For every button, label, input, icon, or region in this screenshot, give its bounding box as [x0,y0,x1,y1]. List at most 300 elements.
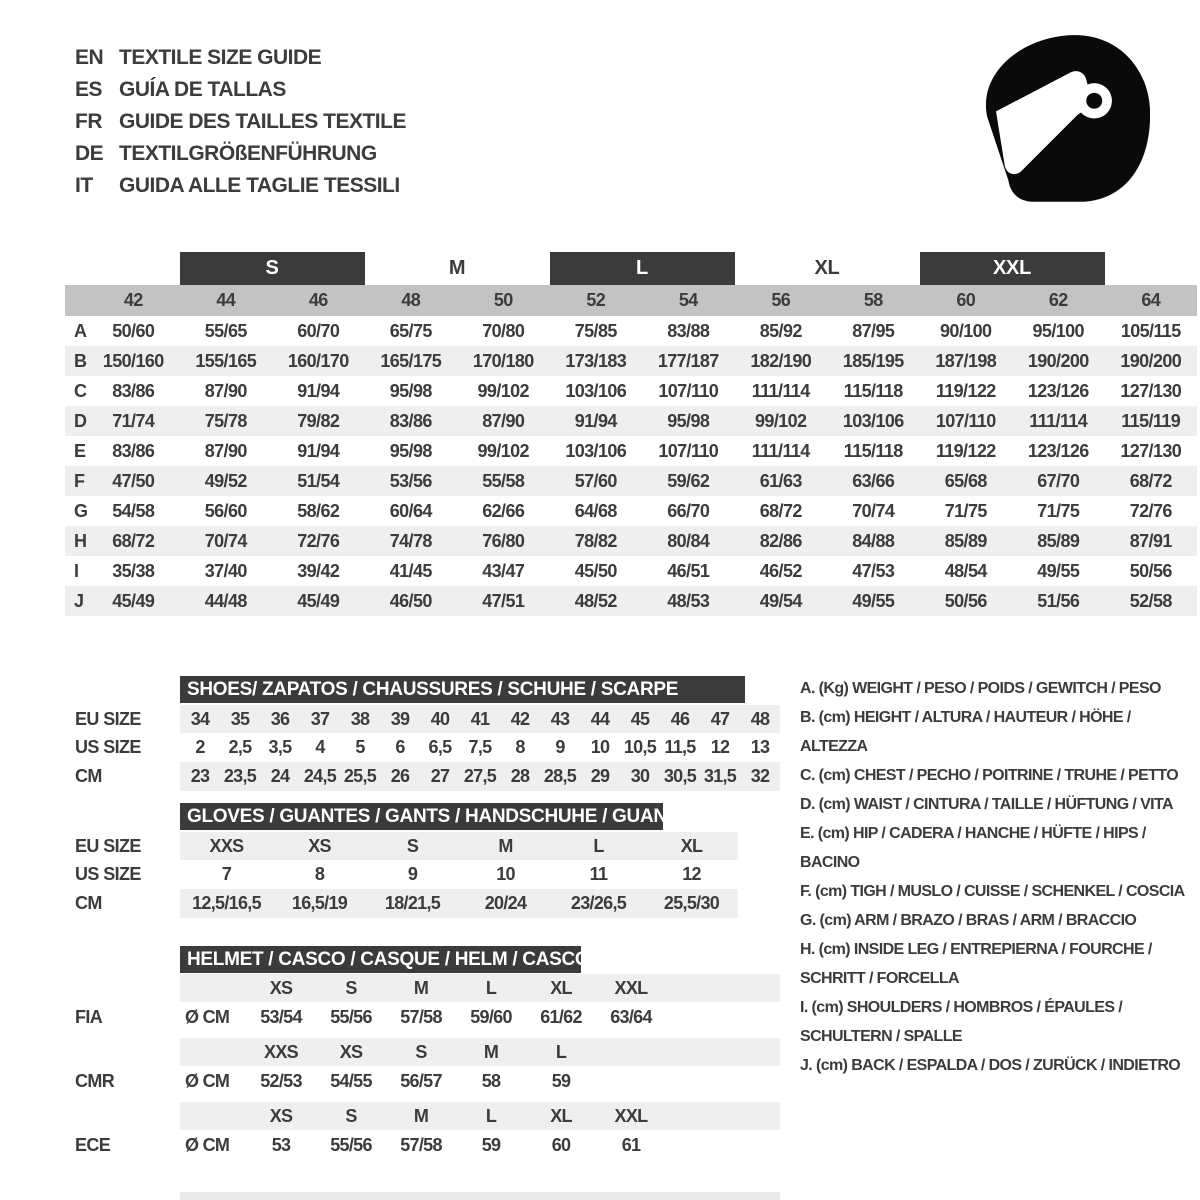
size-value-cell: 71/74 [112,410,155,431]
measurement-row [65,586,1197,616]
size-value-cell: 70/74 [204,530,247,551]
size-cell: 9 [407,864,418,884]
row-label: EU SIZE [75,835,141,856]
size-cell: 2 [195,737,205,757]
size-value-cell: 111/114 [751,380,810,401]
size-cell: 59/60 [470,1006,512,1027]
size-value-cell: 48/53 [667,590,710,611]
size-value-cell: 67/70 [1037,470,1080,491]
size-value-cell: 119/122 [935,440,996,461]
size-value-cell: 95/100 [1032,320,1084,341]
spacer-cell [180,974,246,1002]
size-value-cell: 83/86 [112,380,155,401]
spacer-cell [65,285,87,316]
spacer-cell [65,252,87,285]
size-band [180,1038,780,1066]
size-cell: 55/56 [330,1134,372,1155]
size-cell: S [415,1041,427,1062]
racing-helmet-icon [973,30,1150,207]
helmet-title-row [75,946,780,973]
size-value-cell: 83/86 [389,410,432,431]
size-cell: 6 [395,737,405,757]
size-value-cell: 103/106 [565,440,627,461]
size-value-cell: 72/76 [297,530,340,551]
size-cell: 48 [750,708,770,729]
size-value-cell: 177/187 [657,350,719,371]
spacer-cell [87,252,180,285]
language-code: ES [75,78,103,101]
size-cell: XXL [614,1105,648,1126]
group-size-label: S [180,252,365,285]
size-cell: 58 [481,1070,501,1091]
size-value-cell: 103/106 [565,380,627,401]
size-cell: 53/54 [260,1006,302,1027]
size-cell: 47 [710,708,730,729]
legend-item: B. (cm) HEIGHT / ALTURA / HAUTEUR / HÖHE / ALTEZZA [800,709,1131,755]
language-title: GUIDA ALLE TAGLIE TESSILI [119,174,400,197]
size-value-cell: 182/190 [750,350,812,371]
row-letter: D [74,410,87,431]
gloves-table [75,803,738,918]
size-cell: 23 [190,766,210,786]
language-row [75,106,406,138]
size-value-cell: 190/200 [1120,350,1182,371]
size-cell: XS [269,1105,293,1126]
size-value-cell: 50/56 [1129,560,1172,581]
helmet-sections [75,974,780,1160]
shoes-title: SHOES/ ZAPATOS / CHAUSSURES / SCHUHE / SCARPE [180,676,745,703]
size-cell: 28,5 [543,766,577,786]
size-cell: 45 [630,708,650,729]
size-value-cell: 150/160 [102,350,164,371]
size-value-cell: 55/58 [482,470,525,491]
size-value-cell: 105/115 [1120,320,1181,341]
size-band [180,1002,780,1032]
size-cell: 7 [221,864,232,884]
spacer [75,676,180,704]
size-cell: 24,5 [303,766,337,786]
size-cell: 60 [551,1134,571,1155]
size-value-cell: 43/47 [482,560,525,581]
group-size-label: XXL [920,252,1105,285]
size-value-cell: 60/64 [389,500,432,521]
diameter-unit: Ø CM [185,1134,230,1155]
spacer [75,1038,180,1066]
size-value-cell: 61/63 [759,470,802,491]
legend-item: A. (Kg) WEIGHT / PESO / POIDS / GEWITCH / PESO [800,680,1161,697]
size-cell: 6,5 [428,737,452,757]
size-cell: M [498,835,513,856]
spacer [75,974,180,1002]
textile-rows [65,316,1197,616]
spacer-cell [180,1102,246,1130]
size-cell: 28 [510,766,530,786]
size-band [180,1130,780,1160]
helmet-section [75,1038,780,1096]
size-cell: 39 [390,708,410,729]
size-cell: 10 [590,737,610,757]
size-value-cell: 47/50 [112,470,155,491]
size-cell: 27,5 [463,766,497,786]
size-cell: 43 [550,708,570,729]
gloves-title-row [75,803,738,831]
size-cell: 12 [710,737,730,757]
legend-item: C. (cm) CHEST / PECHO / POITRINE / TRUHE / PETTO [800,767,1179,784]
size-cell: 12,5/16,5 [192,893,261,913]
textile-size-table [65,252,1197,616]
legend-item: D. (cm) WAIST / CINTURA / TAILLE / HÜFTUNG / VITA [800,796,1173,813]
size-value-cell: 45/49 [112,590,155,611]
helmet-size-row [75,1038,780,1066]
size-value-cell: 41/45 [389,560,432,581]
size-value-cell: 70/74 [852,500,895,521]
size-value-cell: 115/118 [843,440,903,461]
group-size-cell [550,252,735,285]
size-value-cell: 49/52 [204,470,247,491]
size-cell: 55/56 [330,1006,372,1027]
size-band [180,762,780,791]
language-list [75,42,406,202]
size-cell: 61/62 [540,1006,582,1027]
size-cell: L [485,1105,497,1126]
size-value-cell: 170/180 [472,350,534,371]
row-letter: I [74,560,80,581]
size-value-cell: 99/102 [477,440,529,461]
row-letter: B [74,350,87,371]
gloves-rows [75,832,738,918]
size-cell: 52/53 [260,1070,302,1091]
size-cell: 8 [314,864,325,884]
spacer [75,803,180,831]
legend-item: E. (cm) HIP / CADERA / HANCHE / HÜFTE / HIPS / BACINO [800,825,1146,871]
size-row-group [75,762,780,791]
size-value-cell: 45/49 [297,590,340,611]
size-number-row [65,285,1197,316]
size-value-cell: 58/62 [297,500,340,521]
size-value-cell: 57/60 [574,470,617,491]
size-number-cell: 56 [771,290,791,310]
size-cell: 25,5 [343,766,377,786]
size-value-cell: 46/50 [389,590,432,611]
row-letter: E [74,440,87,461]
size-value-cell: 119/122 [935,380,996,401]
row-letter: G [74,500,89,521]
size-value-cell: 107/110 [658,380,719,401]
measurement-row [65,526,1197,556]
size-band [180,705,780,733]
size-value-cell: 48/54 [944,560,987,581]
size-band [180,889,738,918]
size-cell: 5 [355,737,365,757]
size-value-cell: 49/55 [852,590,895,611]
size-value-cell: 68/72 [759,500,802,521]
size-value-cell: 91/94 [574,410,617,431]
size-value-cell: 70/80 [482,320,525,341]
row-label: CM [75,766,102,786]
size-cell: 40 [430,708,450,729]
size-value-cell: 51/56 [1037,590,1080,611]
size-cell: 41 [470,708,490,729]
row-letter: J [74,590,85,611]
spacer [75,1102,180,1130]
spacer-cell [1105,252,1198,285]
size-cell: 36 [270,708,290,729]
size-value-cell: 52/58 [1129,590,1172,611]
size-value-cell: 65/75 [389,320,432,341]
size-cell: XL [680,835,703,856]
size-value-cell: 64/68 [574,500,617,521]
size-value-cell: 47/53 [852,560,895,581]
size-value-cell: 79/82 [297,410,340,431]
size-value-cell: 160/170 [287,350,349,371]
size-value-cell: 107/110 [658,440,719,461]
size-cell: M [413,1105,429,1126]
size-cell: 32 [750,766,770,786]
size-cell: XL [550,977,572,998]
helmet-title: HELMET / CASCO / CASQUE / HELM / CASCO [180,946,581,973]
size-cell: 23,5 [223,766,257,786]
size-value-cell: 87/90 [482,410,525,431]
size-value-cell: 46/52 [759,560,802,581]
row-label: US SIZE [75,737,141,757]
size-cell: 18/21,5 [384,893,441,913]
row-letter: C [74,380,87,401]
size-value-cell: 62/66 [482,500,525,521]
size-value-cell: 68/72 [1129,470,1172,491]
size-value-cell: 95/98 [389,380,432,401]
language-title: TEXTILGRÖßENFÜHRUNG [119,142,377,165]
legend-item: G. (cm) ARM / BRAZO / BRAS / ARM / BRACCIO [800,912,1137,929]
size-value-cell: 44/48 [204,590,247,611]
size-cell: 10 [496,864,515,884]
size-cell: M [483,1041,499,1062]
measurement-row [65,346,1197,376]
size-value-cell: 45/50 [574,560,617,581]
size-value-cell: 55/65 [204,320,247,341]
size-cell: 13 [750,737,770,757]
size-band [180,860,738,889]
language-title: TEXTILE SIZE GUIDE [119,46,322,69]
size-value-cell: 75/78 [204,410,247,431]
measurement-row [65,316,1197,346]
size-cell: 26 [390,766,410,786]
size-cell: 37 [310,708,330,729]
size-number-cell: 48 [401,290,421,310]
language-title: GUÍA DE TALLAS [119,78,286,101]
size-cell: XS [308,835,331,856]
size-value-cell: 111/114 [1029,410,1088,431]
group-size-label: M [448,257,466,279]
size-cell: 12 [682,864,701,884]
size-band [180,974,780,1002]
size-value-cell: 71/75 [944,500,987,521]
group-size-cell [920,252,1105,285]
size-value-cell: 190/200 [1027,350,1089,371]
size-value-cell: 91/94 [297,380,340,401]
language-row [75,42,406,74]
size-value-cell: 85/89 [944,530,987,551]
size-cell: 3,5 [268,737,292,757]
size-band [180,1066,780,1096]
size-cell: 31,5 [703,766,737,786]
size-cell: 30 [630,766,650,786]
size-cell: L [485,977,497,998]
language-code: EN [75,46,104,69]
size-value-cell: 127/130 [1120,380,1182,401]
size-number-cell: 44 [216,290,236,310]
size-cell: XXS [209,835,244,856]
size-value-cell: 123/126 [1027,440,1089,461]
size-cell: 27 [430,766,450,786]
measurement-row [65,466,1197,496]
helmet-table [75,946,780,1166]
helmet-value-row [75,1066,780,1096]
size-cell: L [593,835,604,856]
size-cell: 11,5 [664,737,696,757]
group-size-cell [735,252,920,285]
size-row-group [75,889,738,918]
size-value-cell: 85/92 [759,320,802,341]
size-value-cell: 51/54 [297,470,340,491]
standard-label: ECE [75,1134,111,1155]
size-value-cell: 74/78 [389,530,432,551]
size-number-cell: 42 [123,290,143,310]
size-value-cell: 123/126 [1027,380,1089,401]
size-value-cell: 75/85 [574,320,617,341]
group-size-row [65,252,1197,285]
size-cell: 56/57 [400,1070,442,1091]
measurement-row [65,376,1197,406]
helmet-value-row [75,1130,780,1160]
size-cell: 59 [481,1134,501,1155]
size-value-cell: 63/66 [852,470,895,491]
size-cell: 4 [315,737,325,757]
size-value-cell: 59/62 [667,470,710,491]
size-value-cell: 87/90 [204,440,247,461]
group-size-label: XL [814,257,840,279]
size-value-cell: 80/84 [667,530,710,551]
size-cell: 61 [621,1134,641,1155]
size-value-cell: 49/55 [1037,560,1080,581]
size-row-group [75,860,738,889]
size-value-cell: 90/100 [940,320,992,341]
size-number-cell: 64 [1141,290,1161,310]
size-value-cell: 78/82 [574,530,617,551]
size-value-cell: 50/56 [944,590,987,611]
size-number-cell: 50 [493,290,513,310]
group-size-cell [365,252,550,285]
size-number-cell: 58 [863,290,883,310]
measurement-row [65,406,1197,436]
size-value-cell: 71/75 [1037,500,1080,521]
measurement-row [65,496,1197,526]
helmet-section [75,1102,780,1160]
size-value-cell: 56/60 [204,500,247,521]
language-row [75,170,406,202]
size-value-cell: 87/95 [852,320,895,341]
size-value-cell: 115/118 [843,380,903,401]
size-cell: XXS [264,1041,298,1062]
size-cell: 59 [551,1070,571,1091]
size-cell: 29 [590,766,610,786]
spacer [75,946,180,973]
size-cell: 42 [510,708,530,729]
row-letter: A [74,320,87,341]
size-value-cell: 91/94 [297,440,340,461]
size-value-cell: 65/68 [944,470,987,491]
size-value-cell: 115/119 [1121,410,1181,431]
size-value-cell: 87/90 [204,380,247,401]
size-value-cell: 53/56 [389,470,432,491]
measurement-row [65,436,1197,466]
size-cell: 34 [190,708,210,729]
row-label: EU SIZE [75,708,141,729]
size-value-cell: 155/165 [195,350,257,371]
size-cell: 11 [589,864,608,884]
size-cell: 54/55 [330,1070,372,1091]
size-value-cell: 95/98 [667,410,710,431]
shoes-title-row [75,676,780,704]
size-value-cell: 83/88 [667,320,710,341]
size-value-cell: 99/102 [755,410,807,431]
language-title: GUIDE DES TAILLES TEXTILE [119,110,406,133]
size-cell: 8 [515,737,525,757]
size-row-group [75,705,780,733]
size-row-group [75,733,780,762]
size-cell: 23/26,5 [570,893,627,913]
size-value-cell: 87/91 [1129,530,1172,551]
visor-pivot-dot [1086,93,1102,109]
size-cell: XL [550,1105,572,1126]
size-value-cell: 60/70 [297,320,340,341]
size-cell: S [345,977,357,998]
size-number-cell: 54 [678,290,698,310]
helmet-value-row [75,1002,780,1032]
size-value-cell: 39/42 [297,560,340,581]
size-cell: 20/24 [484,893,527,913]
row-label: CM [75,893,102,913]
size-cell: 10,5 [623,737,657,757]
size-value-cell: 50/60 [112,320,155,341]
diameter-unit: Ø CM [185,1006,230,1027]
shoes-rows [75,705,780,791]
size-value-cell: 35/38 [112,560,155,581]
row-letter: H [74,530,87,551]
size-number-cell: 60 [956,290,976,310]
size-cell: 16,5/19 [291,893,348,913]
size-value-cell: 37/40 [204,560,247,581]
size-value-cell: 47/51 [482,590,525,611]
size-cell: S [406,835,419,856]
standard-label: FIA [75,1006,103,1027]
size-number-cell: 46 [308,290,328,310]
size-row-group [75,832,738,860]
legend-item: F. (cm) TIGH / MUSLO / CUISSE / SCHENKEL / COSCIA [800,883,1185,900]
group-size-label: L [550,252,735,285]
size-cell: XXL [614,977,648,998]
size-value-cell: 76/80 [482,530,525,551]
size-band [180,733,780,762]
size-cell: 35 [230,708,250,729]
legend-item: J. (cm) BACK / ESPALDA / DOS / ZURÜCK / INDIETRO [800,1057,1181,1074]
legend-item: I. (cm) SHOULDERS / HOMBROS / ÉPAULES / SCHULTERN / SPALLE [800,999,1123,1045]
size-cell: 30,5 [663,766,697,786]
size-number-cell: 52 [586,290,606,310]
size-number-cell: 62 [1048,290,1068,310]
language-row [75,138,406,170]
language-row [75,74,406,106]
legend-item: H. (cm) INSIDE LEG / ENTREPIERNA / FOURCHE / SCHRITT / FORCELLA [800,941,1152,987]
